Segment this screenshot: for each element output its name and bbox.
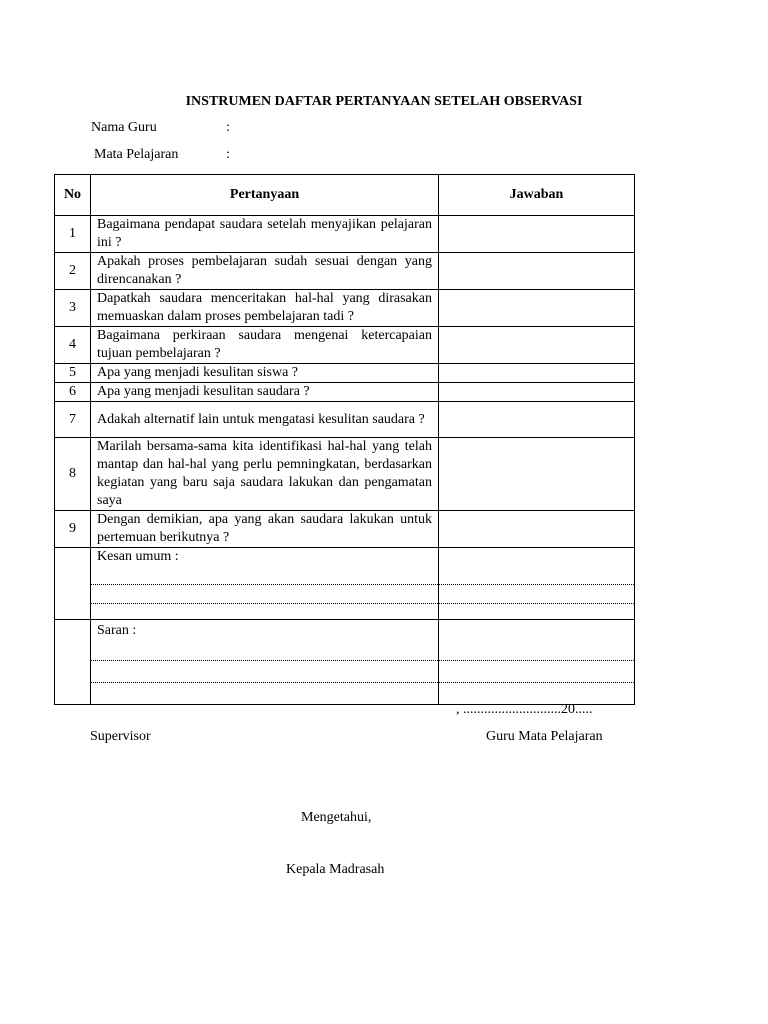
- saran-label: Saran :: [97, 623, 137, 638]
- kesan-answer-dotted-line: [439, 566, 634, 585]
- saran-answer-dotted-line: [439, 640, 634, 661]
- header-pertanyaan: Pertanyaan: [91, 175, 439, 216]
- table-row: [55, 511, 635, 548]
- table-row: [55, 383, 635, 402]
- row-number: 5: [55, 364, 91, 383]
- mata-pelajaran-label: Mata Pelajaran: [94, 147, 179, 162]
- row-number: 6: [55, 383, 91, 402]
- question-text: Apakah proses pembelajaran sudah sesuai dengan yang direncanakan ?: [91, 253, 439, 290]
- row-number: 4: [55, 327, 91, 364]
- saran-answer-cell[interactable]: [439, 620, 635, 705]
- nama-guru-colon: :: [226, 120, 230, 135]
- table-row: [55, 402, 635, 438]
- saran-answer-dotted-line: [439, 661, 634, 683]
- kesan-answer-cell[interactable]: [439, 548, 635, 620]
- nama-guru-label: Nama Guru: [91, 120, 157, 135]
- table-row: [55, 253, 635, 290]
- row-number: 7: [55, 402, 91, 438]
- question-text: Dengan demikian, apa yang akan saudara lakukan untuk pertemuan berikutnya ?: [91, 511, 439, 548]
- question-table: [54, 174, 635, 705]
- table-row: [55, 327, 635, 364]
- answer-cell[interactable]: [439, 383, 635, 402]
- answer-cell[interactable]: [439, 290, 635, 327]
- kesan-answer-dotted-line: [439, 585, 634, 604]
- answer-cell[interactable]: [439, 511, 635, 548]
- question-text: Adakah alternatif lain untuk mengatasi kesulitan saudara ?: [91, 402, 439, 438]
- guru-label: Guru Mata Pelajaran: [486, 729, 603, 744]
- answer-cell[interactable]: [439, 364, 635, 383]
- question-text: Apa yang menjadi kesulitan siswa ?: [91, 364, 439, 383]
- question-text: Dapatkah saudara menceritakan hal-hal yang dirasakan memuaskan dalam proses pembelajaran tadi ?: [91, 290, 439, 327]
- table-row: [55, 290, 635, 327]
- kesan-dotted-line: [91, 566, 438, 585]
- answer-cell[interactable]: [439, 327, 635, 364]
- row-number: 2: [55, 253, 91, 290]
- kesan-umum-row: [55, 548, 635, 620]
- row-number: 8: [55, 438, 91, 511]
- question-text: Bagaimana perkiraan saudara mengenai ketercapaian tujuan pembelajaran ?: [91, 327, 439, 364]
- kesan-umum-label: Kesan umum :: [97, 549, 179, 564]
- answer-cell[interactable]: [439, 216, 635, 253]
- kesan-number-cell: [55, 548, 91, 620]
- row-number: 9: [55, 511, 91, 548]
- header-jawaban: Jawaban: [439, 175, 635, 216]
- question-text: Bagaimana pendapat saudara setelah menyajikan pelajaran ini ?: [91, 216, 439, 253]
- mata-pelajaran-colon: :: [226, 147, 230, 162]
- saran-cell: [91, 620, 439, 705]
- mengetahui-label: Mengetahui,: [301, 810, 372, 825]
- table-row: [55, 438, 635, 511]
- table-row: [55, 364, 635, 383]
- answer-cell[interactable]: [439, 402, 635, 438]
- saran-row: [55, 620, 635, 705]
- saran-dotted-line: [91, 661, 438, 683]
- table-header-row: [55, 175, 635, 216]
- table-row: [55, 216, 635, 253]
- question-text: Marilah bersama-sama kita identifikasi hal-hal yang telah mantap dan hal-hal yang perlu pemningkatan, berdasarkan kegiatan yang baru saja saudara lakukan dan pengamatan saya: [91, 438, 439, 511]
- answer-cell[interactable]: [439, 253, 635, 290]
- kepala-madrasah-label: Kepala Madrasah: [286, 862, 385, 877]
- header-no: No: [55, 175, 91, 216]
- row-number: 1: [55, 216, 91, 253]
- saran-dotted-line: [91, 640, 438, 661]
- document-title: INSTRUMEN DAFTAR PERTANYAAN SETELAH OBSERVASI: [185, 94, 583, 109]
- question-text: Apa yang menjadi kesulitan saudara ?: [91, 383, 439, 402]
- kesan-dotted-line: [91, 585, 438, 604]
- kesan-umum-cell: [91, 548, 439, 620]
- date-line: , ............................20.....: [456, 702, 593, 717]
- row-number: 3: [55, 290, 91, 327]
- supervisor-label: Supervisor: [90, 729, 151, 744]
- saran-number-cell: [55, 620, 91, 705]
- answer-cell[interactable]: [439, 438, 635, 511]
